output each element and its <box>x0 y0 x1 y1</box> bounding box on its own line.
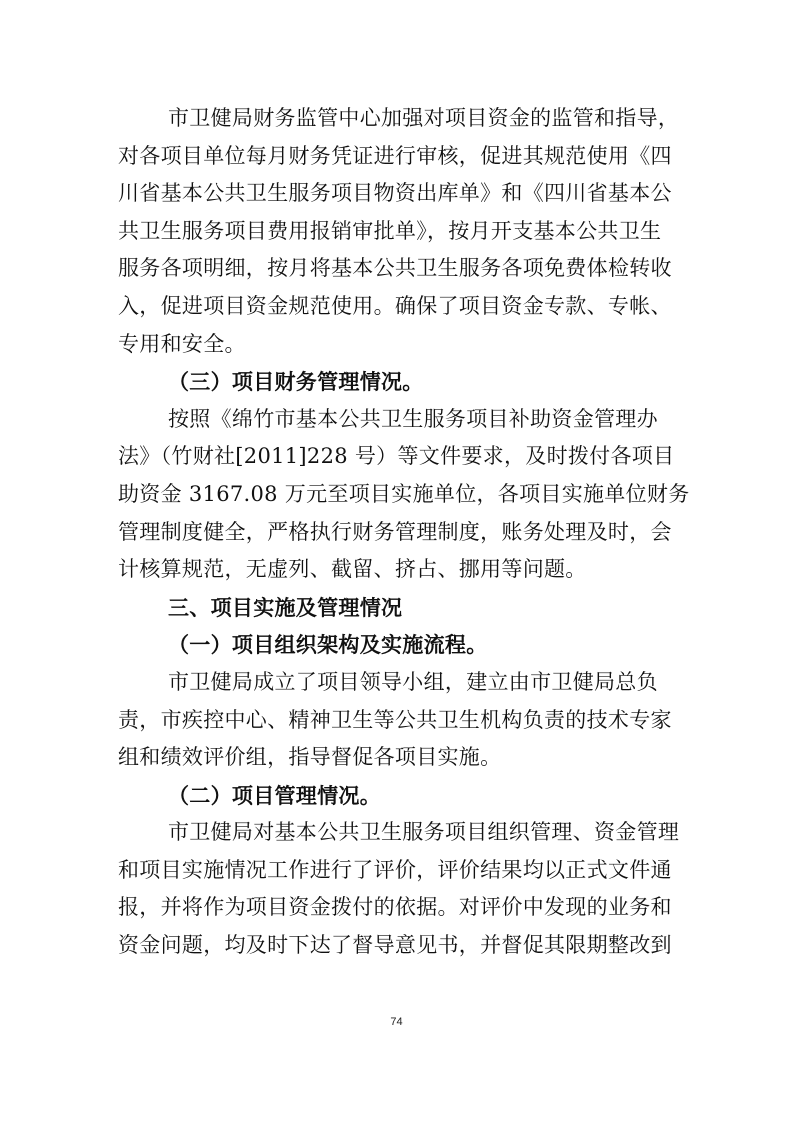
text-line: 市卫健局成立了项目领导小组，建立由市卫健局总负 <box>168 669 658 694</box>
subheading-project-management: （二）项目管理情况。 <box>168 782 381 808</box>
page-number: 74 <box>390 1016 403 1028</box>
subheading-financial-management: （三）项目财务管理情况。 <box>168 369 424 395</box>
text-line: 市卫健局财务监管中心加强对项目资金的监管和指导， <box>168 106 680 130</box>
text-line: 资金问题，均及时下达了督导意见书，并督促其限期整改到 <box>118 933 672 958</box>
text-line: 服务各项明细，按月将基本公共卫生服务各项免费体检转收 <box>118 256 672 281</box>
text-line: 对各项目单位每月财务凭证进行审核，促进其规范使用《四 <box>118 143 672 168</box>
text-line: 按照《绵竹市基本公共卫生服务项目补助资金管理办 <box>168 406 658 431</box>
text-line: 组和绩效评价组，指导督促各项目实施。 <box>118 745 502 770</box>
text-line: 管理制度健全，严格执行财务管理制度，账务处理及时，会 <box>118 519 672 544</box>
paragraph-fund-allocation <box>118 401 690 589</box>
text-line: 川省基本公共卫生服务项目物资出库单》和《四川省基本公 <box>118 181 672 206</box>
text-line: 入，促进项目资金规范使用。确保了项目资金专款、专帐、 <box>118 293 672 318</box>
text-line: 法》（竹财社[2011]228 号）等文件要求，及时拨付各项目 <box>118 444 675 469</box>
text-line: 责，市疾控中心、精神卫生等公共卫生机构负责的技术专家 <box>118 707 672 732</box>
paragraph-fund-supervision <box>118 100 678 363</box>
text-line: 市卫健局对基本公共卫生服务项目组织管理、资金管理 <box>168 820 680 845</box>
text-line: 助资金 3167.08 万元至项目实施单位，各项目实施单位财务 <box>118 481 690 506</box>
subheading-organization: （一）项目组织架构及实施流程。 <box>168 632 488 658</box>
text-line: 计核算规范，无虚列、截留、挤占、挪用等问题。 <box>118 557 587 582</box>
text-line: 和项目实施情况工作进行了评价，评价结果均以正式文件通 <box>118 857 672 882</box>
document-body <box>118 100 690 965</box>
paragraph-leadership-group <box>118 664 678 777</box>
paragraph-evaluation <box>118 814 678 964</box>
text-line: 共卫生服务项目费用报销审批单》，按月开支基本公共卫生 <box>118 218 662 243</box>
text-line: 报，并将作为项目资金拨付的依据。对评价中发现的业务和 <box>118 895 672 920</box>
text-line: 专用和安全。 <box>118 331 246 356</box>
section-heading-implementation: 三、项目实施及管理情况 <box>168 594 403 620</box>
